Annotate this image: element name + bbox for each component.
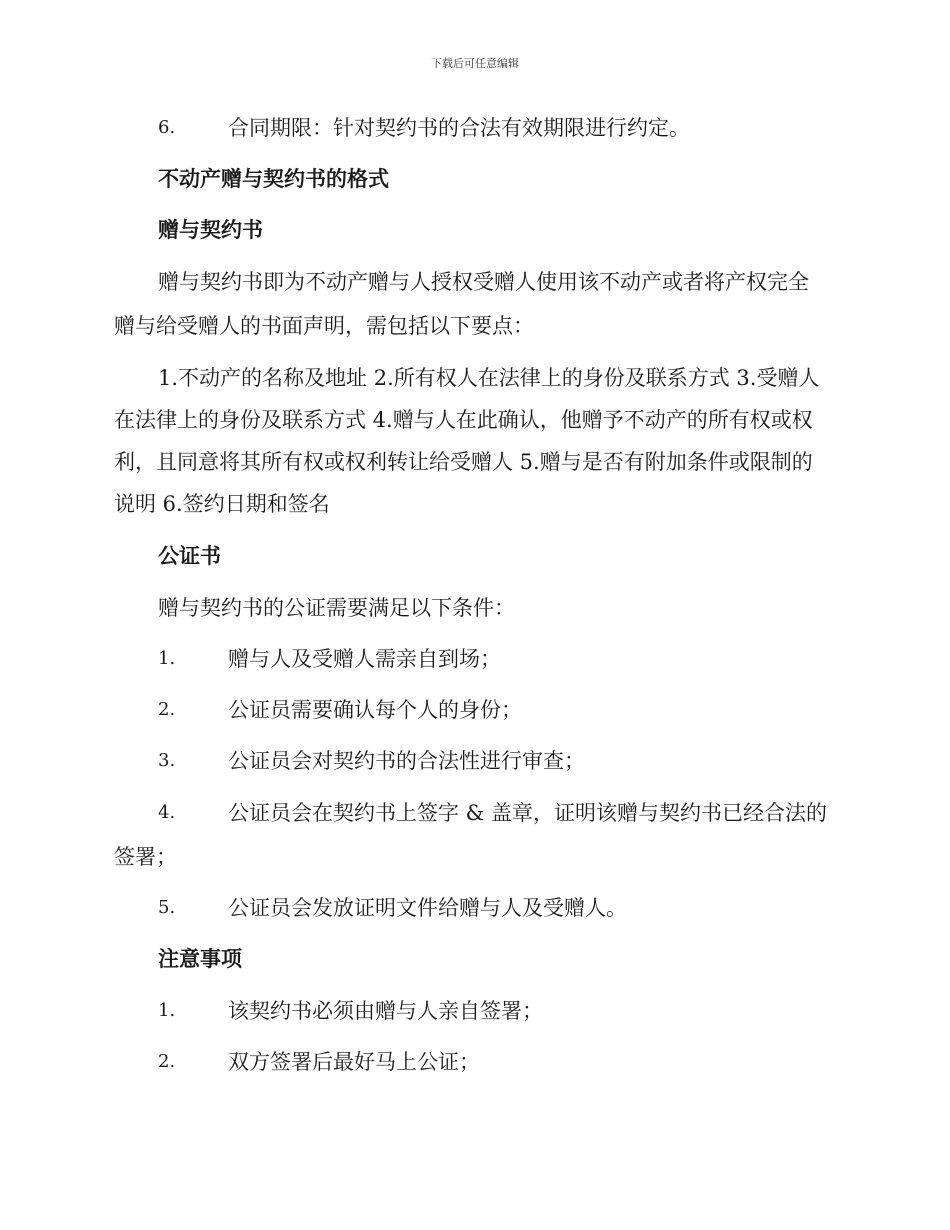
item-text: 公证员会对契约书的合法性进行审查；	[228, 749, 585, 773]
item-text: 公证员需要确认每个人的身份；	[228, 698, 522, 722]
section-heading-contract: 赠与契约书	[158, 217, 263, 242]
page-header: 下载后可任意编辑	[431, 57, 519, 70]
paragraph-line: 利，且同意将其所有权或权利转让给受赠人 5.赠与是否有附加条件或限制的	[114, 450, 813, 474]
paragraph-line: 赠与给受赠人的书面声明，需包括以下要点：	[114, 314, 534, 338]
item-number: 2.	[158, 699, 176, 720]
item-number: 3.	[158, 750, 176, 771]
item-text: 该契约书必须由赠与人亲自签署；	[228, 999, 543, 1023]
item-text: 赠与人及受赠人需亲自到场；	[228, 647, 501, 671]
paragraph-line: 说明 6.签约日期和签名	[114, 492, 330, 516]
item-text: 公证员会在契约书上签字 & 盖章，证明该赠与契约书已经合法的	[228, 801, 828, 825]
paragraph-line: 在法律上的身份及联系方式 4.赠与人在此确认，他赠予不动产的所有权或权	[114, 408, 813, 432]
item-number: 1.	[158, 648, 176, 669]
paragraph-line: 1.不动产的名称及地址 2.所有权人在法律上的身份及联系方式 3.受赠人	[158, 366, 820, 390]
item-number: 1.	[158, 1000, 176, 1021]
item-number: 5.	[158, 897, 176, 918]
item-text: 合同期限：针对契约书的合法有效期限进行约定。	[228, 116, 690, 140]
item-number: 4.	[158, 802, 176, 823]
item-number: 6.	[158, 117, 176, 138]
section-heading-format: 不动产赠与契约书的格式	[158, 166, 389, 191]
section-heading-notes: 注意事项	[158, 946, 242, 971]
item-text: 双方签署后最好马上公证；	[228, 1050, 480, 1074]
item-number: 2.	[158, 1051, 176, 1072]
item-text-continuation: 签署；	[114, 845, 177, 869]
item-text: 公证员会发放证明文件给赠与人及受赠人。	[228, 896, 627, 920]
paragraph-line: 赠与契约书即为不动产赠与人授权受赠人使用该不动产或者将产权完全	[158, 270, 809, 294]
paragraph-line: 赠与契约书的公证需要满足以下条件：	[158, 596, 515, 620]
section-heading-notary: 公证书	[158, 543, 221, 568]
